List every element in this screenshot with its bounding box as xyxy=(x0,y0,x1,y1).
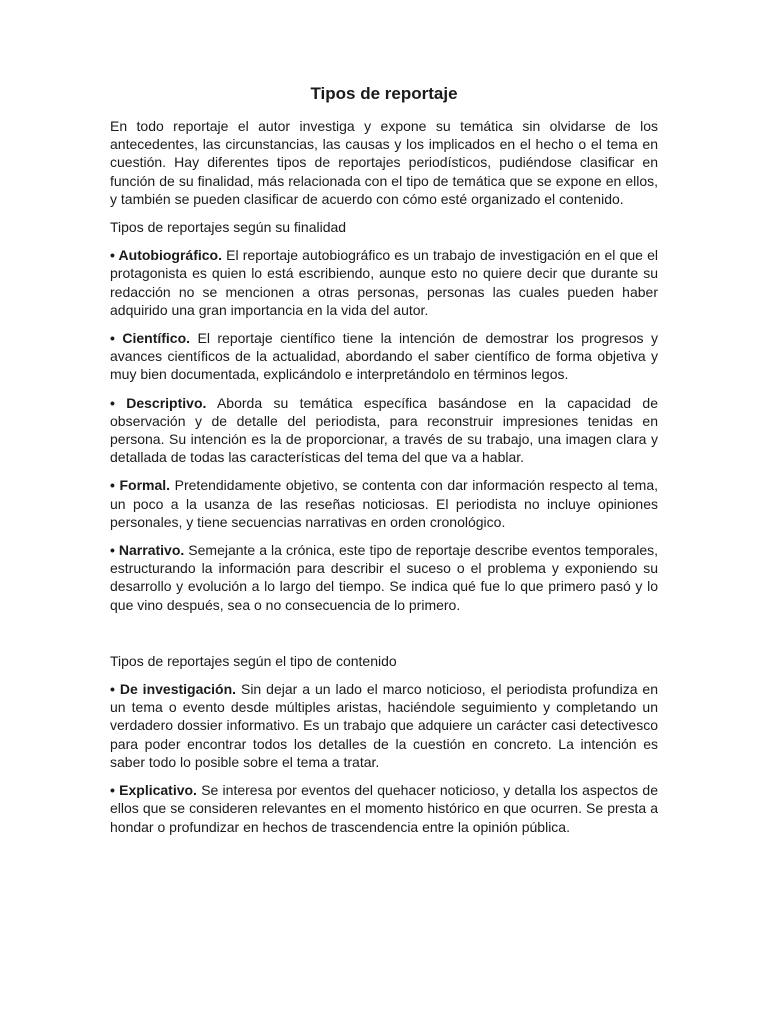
list-item-investigacion xyxy=(110,680,658,771)
item-term: • Autobiográfico. xyxy=(110,247,222,264)
document-title: Tipos de reportaje xyxy=(310,84,458,103)
list-item-descriptivo xyxy=(110,394,658,467)
list-item-autobiografico xyxy=(110,246,658,319)
item-text: Sin dejar a un lado el marco noticioso, el periodista profundiza en un tema o evento desde múltiples aristas, haciéndole seguimiento y completando un verdadero dossier informativo. Es un trabajo que adquiere un carácter casi detectivesco para poder encontrar todos los detalles de la cuestión en concreto. La intención es saber todo lo posible sobre el tema a tratar. xyxy=(110,681,659,770)
list-item-cientifico xyxy=(110,329,658,384)
item-text: Se interesa por eventos del quehacer noticioso, y detalla los aspectos de ellos que se consideren relevantes en el momento histórico en que ocurren. Se presta a hondar o profundizar en hechos de trascendencia entre la opinión pública. xyxy=(110,782,658,835)
item-term: • Formal. xyxy=(110,477,171,494)
list-item-narrativo xyxy=(110,541,658,614)
section-heading-finalidad: Tipos de reportajes según su finalidad xyxy=(110,219,347,236)
item-term: • Descriptivo. xyxy=(110,394,207,411)
item-term: • Explicativo. xyxy=(110,782,197,799)
item-text: El reportaje científico tiene la intención de demostrar los progresos y avances científicos de la actualidad, abordando el saber científico de forma objetiva y muy bien documentada, explicándolo e interpretándolo en términos legos. xyxy=(110,330,658,383)
item-text: Semejante a la crónica, este tipo de reportaje describe eventos temporales, estructurando la información para describir el suceso o el problema y exponiendo su desarrollo y evolución a lo largo del tiempo. Se indica qué fue lo que primero pasó y lo que vino después, sea o no consecuencia de lo primero. xyxy=(110,542,658,613)
intro-paragraph: En todo reportaje el autor investiga y expone su temática sin olvidarse de los antecedentes, las circunstancias, las causas y los implicados en el hecho o el tema en cuestión. Hay diferentes tipos de reportajes periodísticos, pudiéndose clasificar en función de su finalidad, más relacionada con el tipo de temática que se expone en ellos, y también se pueden clasificar de acuerdo con cómo esté organizado el contenido. xyxy=(110,118,658,207)
item-term: • Narrativo. xyxy=(110,542,185,559)
item-term: • Científico. xyxy=(110,330,191,347)
item-text: El reportaje autobiográfico es un trabajo de investigación en el que el protagonista es quien lo está escribiendo, aunque esto no quiere decir que durante su redacción no se mencionen a otras personas, personas las cuales pueden haber adquirido una gran importancia en la vida del autor. xyxy=(110,247,658,318)
section-spacer xyxy=(110,624,658,652)
document-page xyxy=(110,83,658,846)
section-heading-contenido: Tipos de reportajes según el tipo de contenido xyxy=(110,652,397,669)
item-term: • De investigación. xyxy=(110,681,237,698)
item-text: Aborda su temática específica basándose en la capacidad de observación y de detalle del periodista, para reconstruir impresiones tenidas en persona. Su intención es la de proporcionar, a través de su trabajo, una imagen clara y detallada de todas las características del tema del que va a hablar. xyxy=(110,394,658,466)
list-item-explicativo xyxy=(110,781,658,836)
item-text: Pretendidamente objetivo, se contenta con dar información respecto al tema, un poco a la usanza de las reseñas noticiosas. El periodista no incluye opiniones personales, y tiene secuencias narrativas en orden cronológico. xyxy=(110,477,658,530)
list-item-formal xyxy=(110,476,658,531)
